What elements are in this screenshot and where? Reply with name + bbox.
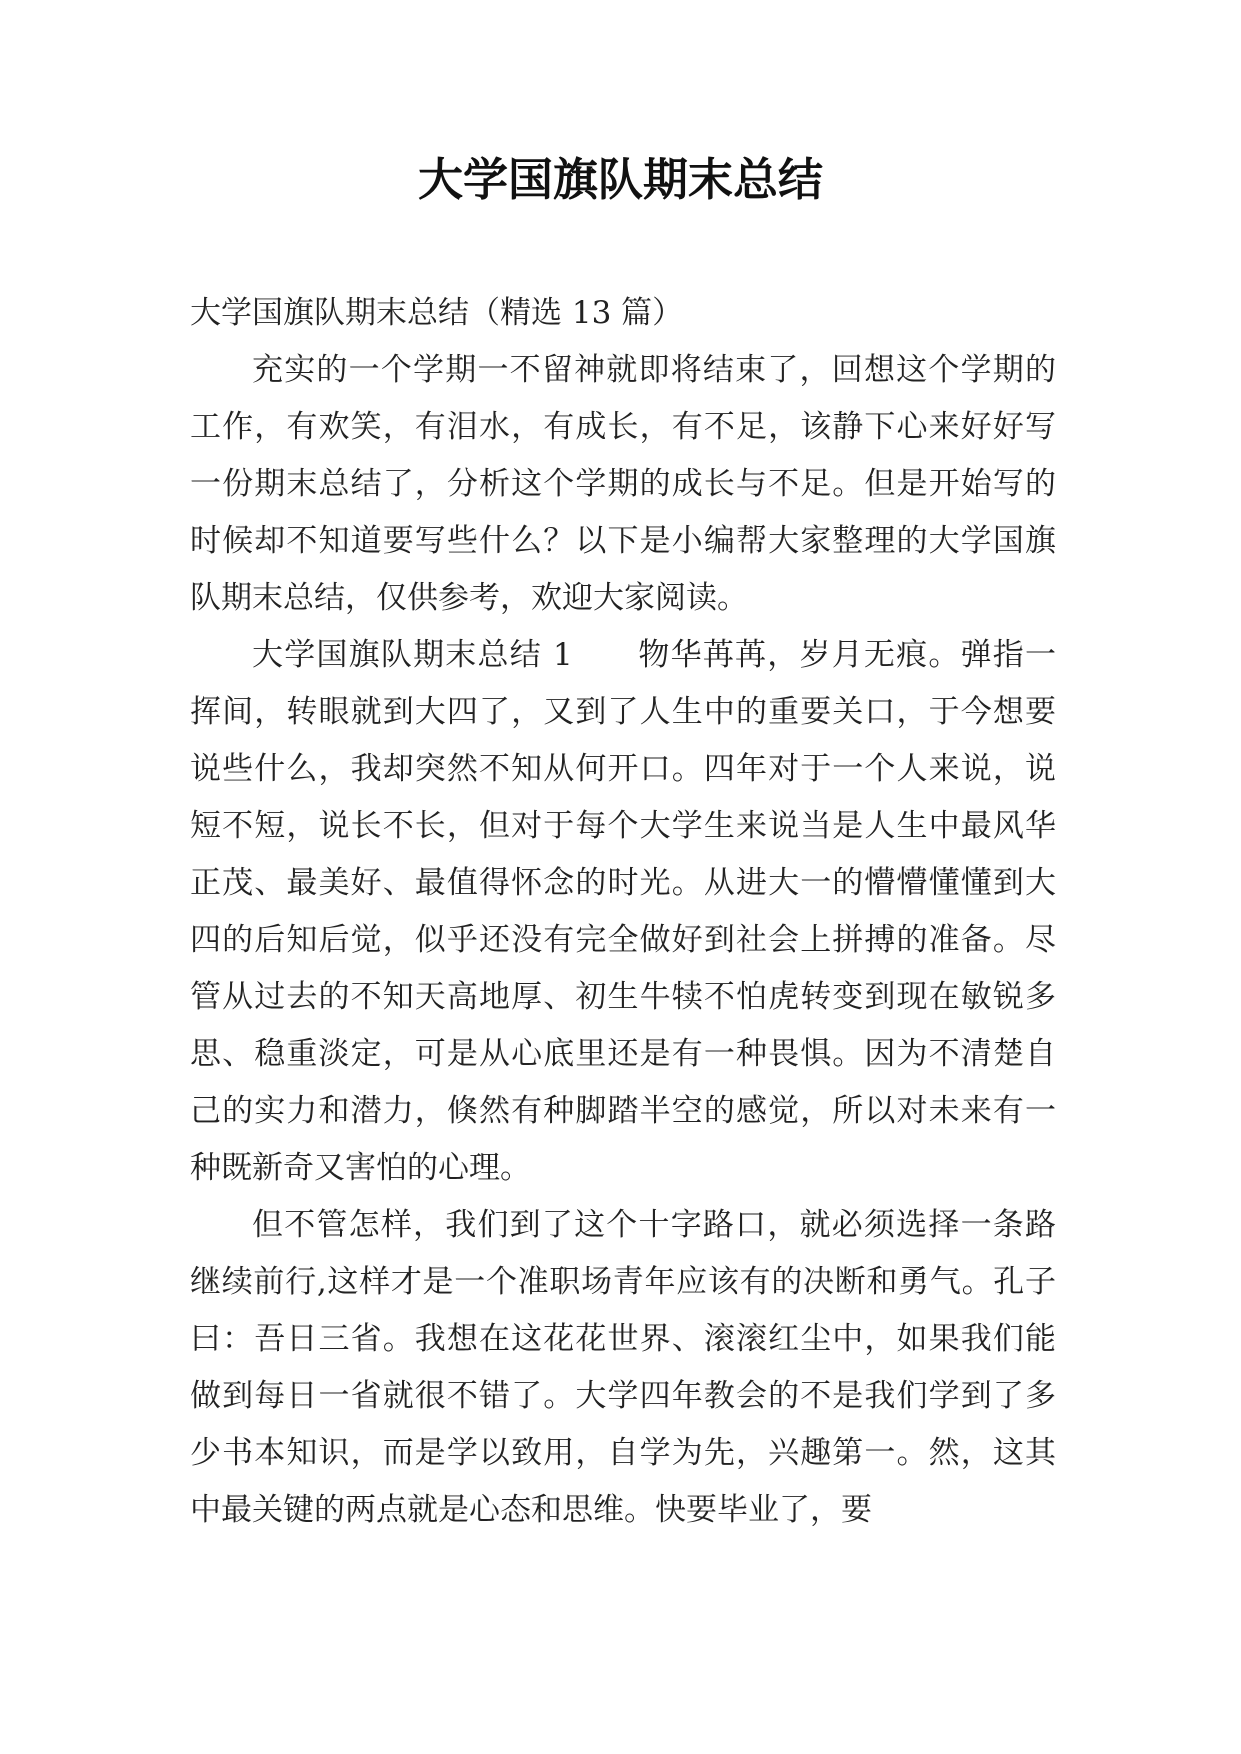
paragraph-2: 但不管怎样，我们到了这个十字路口，就必须选择一条路继续前行,这样才是一个准职场青年应该有的决断和勇气。孔子曰：吾日三省。我想在这花花世界、滚滚红尘中，如果我们能做到每日一省就很不错了。大学四年教会的不是我们学到了多少书本知识，而是学以致用，自学为先，兴趣第一。然，这其中最关键的两点就是心态和思维。快要毕业了，要 [190, 1207, 1056, 1528]
document-subtitle: 大学国旗队期末总结（精选 13 篇） [190, 295, 684, 331]
paragraph-intro: 充实的一个学期一不留神就即将结束了，回想这个学期的工作，有欢笑，有泪水，有成长，有不足，该静下心来好好写一份期末总结了，分析这个学期的成长与不足。但是开始写的时候却不知道要写些什么？以下是小编帮大家整理的大学国旗队期末总结，仅供参考，欢迎大家阅读。 [190, 352, 1056, 616]
document-body [190, 285, 1056, 1539]
paragraph-1: 大学国旗队期末总结 1 物华苒苒，岁月无痕。弹指一挥间，转眼就到大四了，又到了人生中的重要关口，于今想要说些什么，我却突然不知从何开口。四年对于一个人来说，说短不短，说长不长，但对于每个大学生来说当是人生中最风华正茂、最美好、最值得怀念的时光。从进大一的懵懵懂懂到大四的后知后觉，似乎还没有完全做好到社会上拼搏的准备。尽管从过去的不知天高地厚、初生牛犊不怕虎转变到现在敏锐多思、稳重淡定，可是从心底里还是有一种畏惧。因为不清楚自己的实力和潜力，倏然有种脚踏半空的感觉，所以对未来有一种既新奇又害怕的心理。 [190, 637, 1056, 1186]
document-title: 大学国旗队期末总结 [417, 153, 823, 206]
